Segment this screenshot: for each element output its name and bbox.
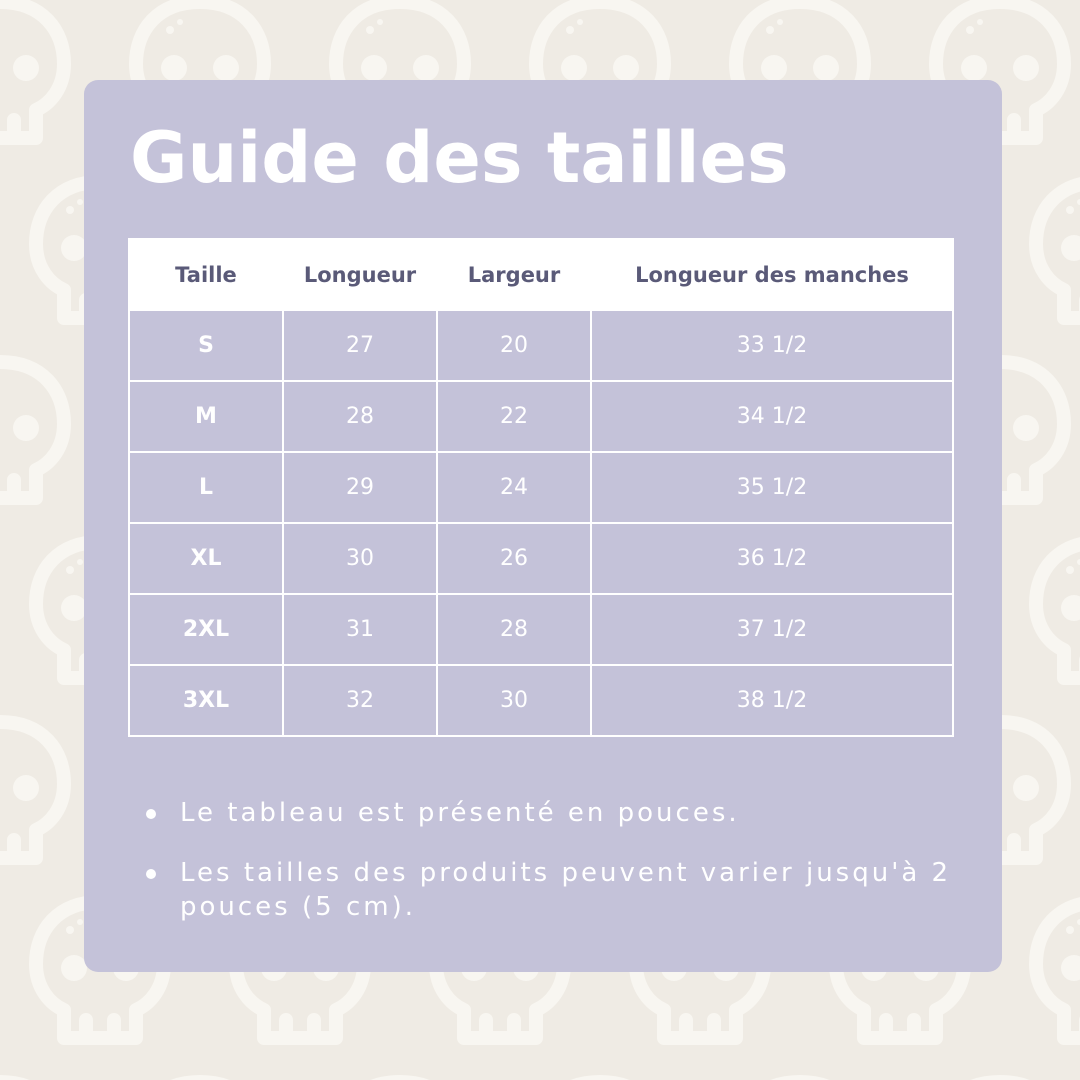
- width-cell: 22: [437, 381, 591, 452]
- table-row: [129, 523, 953, 594]
- skull-icon: [0, 362, 64, 498]
- sleeve-length-cell: 38 1/2: [591, 665, 953, 736]
- sleeve-length-cell: 35 1/2: [591, 452, 953, 523]
- notes-list: [136, 796, 956, 950]
- length-cell: 32: [283, 665, 437, 736]
- skull-icon: [1036, 182, 1080, 318]
- length-cell: 27: [283, 310, 437, 381]
- table-row: [129, 310, 953, 381]
- sleeve-length-cell: 37 1/2: [591, 594, 953, 665]
- column-header-width: Largeur: [437, 239, 591, 310]
- size-cell: 3XL: [129, 665, 283, 736]
- size-cell: XL: [129, 523, 283, 594]
- length-cell: 29: [283, 452, 437, 523]
- size-table: [128, 238, 954, 737]
- length-cell: 30: [283, 523, 437, 594]
- size-cell: S: [129, 310, 283, 381]
- width-cell: 20: [437, 310, 591, 381]
- note-item: Les tailles des produits peuvent varier jusqu'à 2 pouces (5 cm).: [136, 856, 956, 924]
- table-row: [129, 381, 953, 452]
- size-cell: M: [129, 381, 283, 452]
- width-cell: 24: [437, 452, 591, 523]
- page-title: Guide des tailles: [130, 117, 789, 199]
- skull-icon: [0, 2, 64, 138]
- size-cell: 2XL: [129, 594, 283, 665]
- column-header-sleeve-length: Longueur des manches: [591, 239, 953, 310]
- sleeve-length-cell: 33 1/2: [591, 310, 953, 381]
- column-header-length: Longueur: [283, 239, 437, 310]
- skull-icon: [1036, 902, 1080, 1038]
- note-item: Le tableau est présenté en pouces.: [136, 796, 956, 830]
- size-cell: L: [129, 452, 283, 523]
- width-cell: 28: [437, 594, 591, 665]
- length-cell: 28: [283, 381, 437, 452]
- table-row: [129, 665, 953, 736]
- column-header-size: Taille: [129, 239, 283, 310]
- skull-icon: [0, 722, 64, 858]
- sleeve-length-cell: 34 1/2: [591, 381, 953, 452]
- table-row: [129, 594, 953, 665]
- length-cell: 31: [283, 594, 437, 665]
- width-cell: 30: [437, 665, 591, 736]
- table-header-row: [129, 239, 953, 310]
- size-guide-card: [84, 80, 1002, 972]
- skull-icon: [1036, 542, 1080, 678]
- table-row: [129, 452, 953, 523]
- width-cell: 26: [437, 523, 591, 594]
- sleeve-length-cell: 36 1/2: [591, 523, 953, 594]
